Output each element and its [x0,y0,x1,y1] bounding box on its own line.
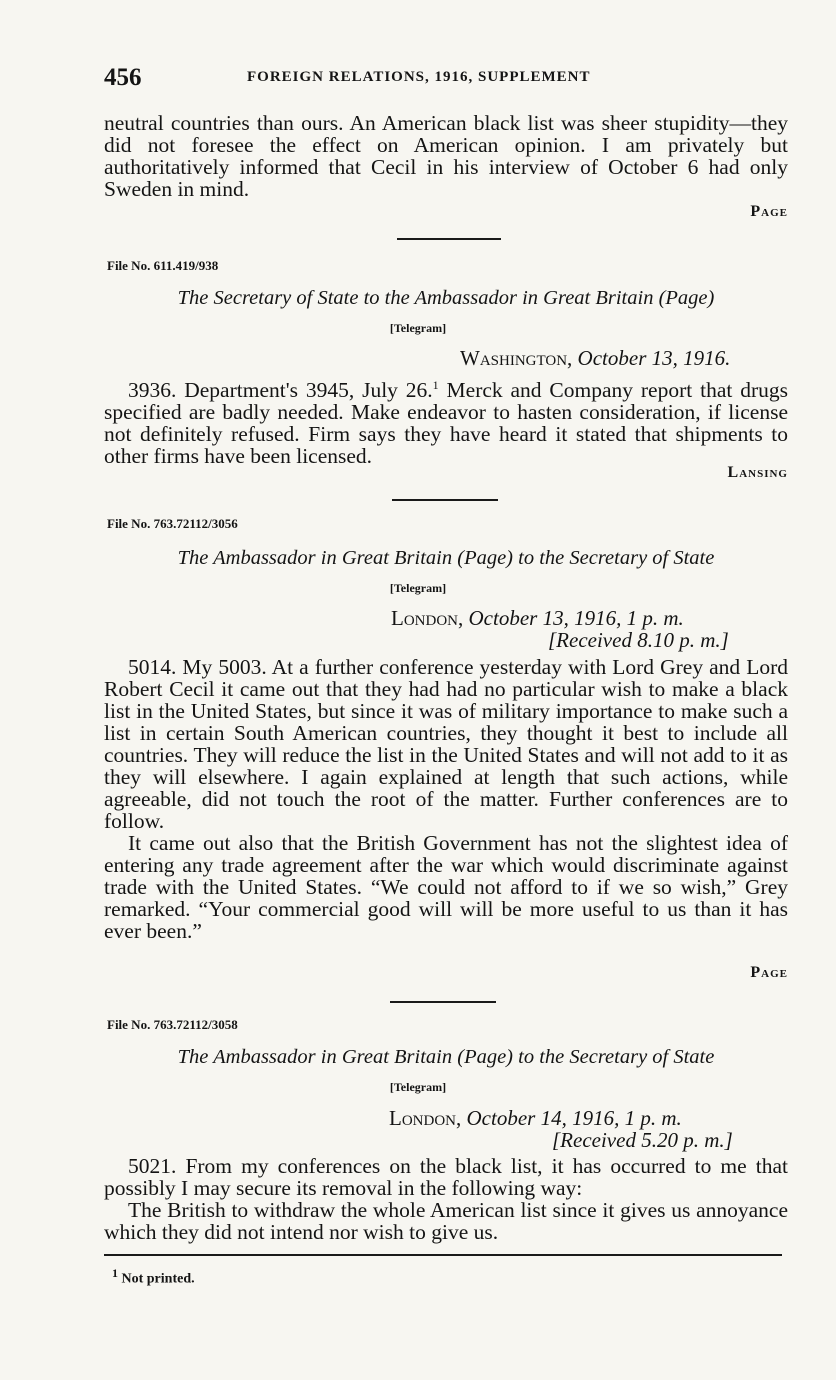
file-number: File No. 763.72112/3058 [107,1017,238,1032]
section-divider [397,238,501,240]
document-title: The Ambassador in Great Britain (Page) to the Secretary of State [177,547,715,569]
document-title: The Secretary of State to the Ambassador in Great Britain (Page) [177,287,715,309]
signature-page-1: Page [750,203,788,220]
dateline-date: October 13, 1916, 1 p. m. [468,606,684,630]
message-block [104,1155,788,1243]
telegram-label: [Telegram] [389,581,447,595]
footnote-divider [104,1254,782,1256]
message-block [104,656,788,942]
section-divider [390,1001,496,1003]
message-paragraph: 5014. My 5003. At a further conference yesterday with Lord Grey and Lord Robert Cecil it came out that they had had no particular wish to make a black list in the United States, but since it was of military importance to make such a list in certain South American countries, they thought it best to include all countries. They will reduce the list in the United States and will not add to it as they will elsewhere. I again explained at length that such actions, while agreeable, did not touch the root of the matter. Further conferences are to follow. [104,655,788,833]
message-rest: Merck and Company report that drugs specified are badly needed. Make endeavor to hasten consideration, if license not definitely refused. Firm says they have heard it stated that shipments to other firms have been licensed. [104,378,788,469]
dateline-date: October 14, 1916, 1 p. m. [466,1106,682,1130]
message-paragraph: The British to withdraw the whole American list since it gives us annoyance which they did not intend nor wish to give us. [104,1198,788,1244]
file-number: File No. 611.419/938 [107,258,219,273]
footnote-marker: 1 [112,1266,118,1280]
received-note: [Received 8.10 p. m.] [548,628,729,652]
footnote-reference: 1 [432,378,439,392]
continuation-text: neutral countries than ours. An American black list was sheer stupidity—they did not foresee the effect on American opinion. I am privately but authoritatively informed that Cecil in his interview of October 6 had only Sweden in mind. [104,111,788,201]
dateline-place: London, [391,606,464,630]
received-note: [Received 5.20 p. m.] [552,1128,733,1152]
message-paragraph: It came out also that the British Government has not the slightest idea of entering any trade agreement after the war which would discriminate against trade with the United States. “We could not afford to if we so wish,” Grey remarked. “Your commercial good will will be more useful to us than it has ever been.” [104,831,788,943]
section-divider [392,499,498,501]
page-header [104,64,788,94]
message-paragraph: 5021. From my conferences on the black list, it has occurred to me that possibly I may secure its removal in the following way: [104,1154,788,1200]
document-title: The Ambassador in Great Britain (Page) to the Secretary of State [177,1046,715,1068]
running-head: FOREIGN RELATIONS, 1916, SUPPLEMENT [247,69,591,85]
telegram-label: [Telegram] [389,1080,447,1094]
footnote [112,1266,195,1288]
telegram-label: [Telegram] [389,321,447,335]
dateline-date: October 13, 1916. [577,346,731,370]
message-lead: 3936. Department's 3945, July 26. [128,378,433,403]
continuation-block [104,112,788,200]
dateline-place: Washington, [460,346,573,370]
signature-page-2: Page [750,964,788,981]
dateline [460,346,730,371]
signature-lansing: Lansing [727,464,788,481]
page-number: 456 [104,64,142,91]
file-number: File No. 763.72112/3056 [107,516,238,531]
message-block [104,374,788,467]
dateline-place: London, [389,1106,462,1130]
message-paragraph [104,374,788,467]
footnote-text: Not printed. [121,1271,195,1287]
